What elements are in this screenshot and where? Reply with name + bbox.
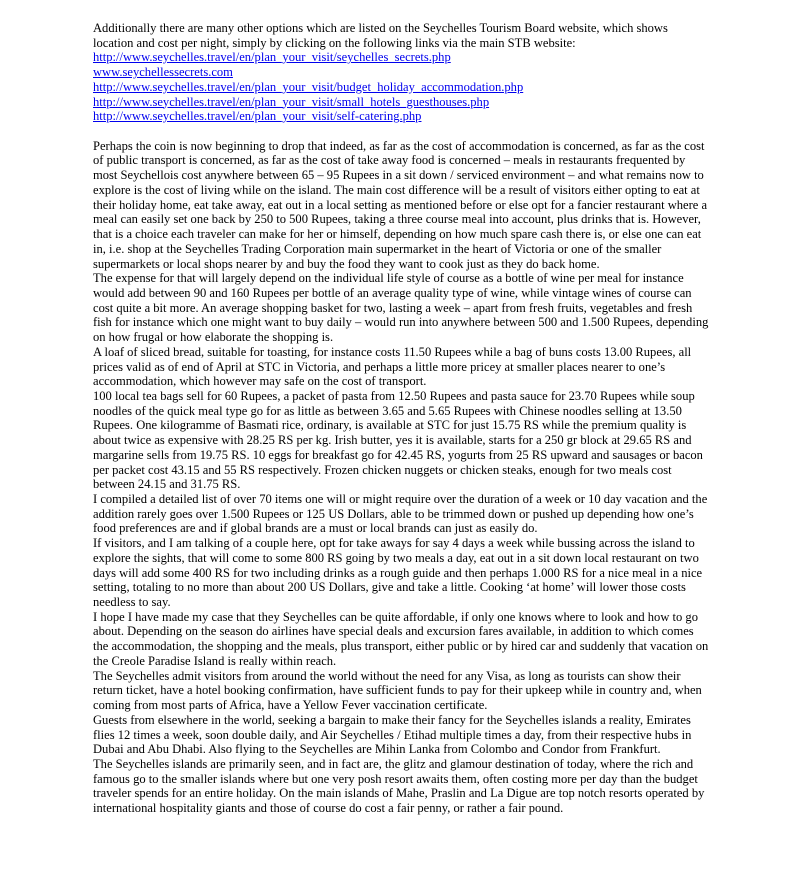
paragraph-wine-and-shopping: The expense for that will largely depend on the individual life style of course as a bottle of wine per meal for instance would add between 90 and 160 Rupees per bottle of an average quality type of wine, while vintage wines of course can cost quite a bit more. An average shopping basket for two, lasting a week – apart from fresh fruits, vegetables and fresh fish for instance which one might want to buy daily – would run into anywhere between 500 and 1.500 Rupees, depending on how frugal or how elaborate the shopping is. [93, 271, 709, 345]
paragraph-meal-budget: If visitors, and I am talking of a couple here, opt for take aways for say 4 days a week while bussing across the island to explore the sights, that will come to some 800 RS going by two meals a day, eat out in a sit down local restaurant on two days will add some 400 RS for two including drinks as a rough guide and then perhaps 1.000 RS for a nice meal in a nice setting, totaling to no more than about 200 US Dollars, give and take a little. Cooking ‘at home’ will lower those costs needless to say. [93, 536, 703, 610]
link-small-hotels-guesthouses[interactable]: http://www.seychelles.travel/en/plan_your_visit/small_hotels_guesthouses.php [93, 94, 490, 109]
paragraph-glitz-glamour: The Seychelles islands are primarily seen, and in fact are, the glitz and glamour destination of today, where the rich and famous go to the smaller islands where but one very posh resort awaits them, often costing more per day than the budget traveler spends for an entire holiday. On the main islands of Mahe, Praslin and La Digue are top notch resorts operated by international hospitality giants and those of course do cost a fair penny, or rather a fair pound. [93, 756, 705, 816]
paragraph-visa: The Seychelles admit visitors from around the world without the need for any Visa, as long as tourists can show their return ticket, have a hotel booking confirmation, have sufficient funds to pay for their upkeep while in country and, when coming from most parts of Africa, have a Yellow Fever vaccination certificate. [93, 668, 702, 713]
paragraph-bread-prices: A loaf of sliced bread, suitable for toasting, for instance costs 11.50 Rupees while a bag of buns costs 13.00 Rupees, all prices valid as of end of April at STC in Victoria, and perhaps a little more pricey at smaller places nearer to one’s accommodation, which however may safe on the cost of transport. [93, 344, 692, 389]
paragraph-grocery-prices: 100 local tea bags sell for 60 Rupees, a packet of pasta from 12.50 Rupees and pasta sauce for 23.70 Rupees while soup noodles of the quick meal type go for as little as between 3.65 and 5.65 Rupees with Chinese noodles selling at 13.50 Rupees. One kilogramme of Basmati rice, ordinary, is available at STC for just 15.75 RS while the premium quality is about twice as expensive with 28.25 RS per kg. Irish butter, yes it is available, starts for a 250 gr block at 29.65 RS and margarine sells from 19.75 RS. 10 eggs for breakfast go for 42.45 RS, yogurts from 25 RS upward and sausages or bacon per packet cost 43.15 and 55 RS respectively. Frozen chicken nuggets or chicken steaks, enough for two meals cost between 24.15 and 31.75 RS. [93, 388, 703, 492]
link-self-catering[interactable]: http://www.seychelles.travel/en/plan_your_visit/self-catering.php [93, 109, 422, 124]
paragraph-cost-of-living: Perhaps the coin is now beginning to drop that indeed, as far as the cost of accommodation is concerned, as far as the cost of public transport is concerned, as far as the cost of take away food is concerned – meals in restaurants frequented by most Seychellois cost anywhere between 65 – 95 Rupees in a sit down / serviced environment – and what remains now to explore is the cost of living while on the island. The main cost difference will be a result of visitors either opting to eat at their holiday home, eat take away, eat out in a local setting as mentioned before or else opt for a fancier restaurant where a meal can easily set one back by 250 to 500 Rupees, taking a three course meal into account, plus drinks that is. However, that is a choice each traveler can make for her or himself, depending on how much spare cash there is, or else one can eat in, i.e. shop at the Seychelles Trading Corporation main supermarket in the heart of Victoria or one of the smaller supermarkets or local shops nearer by and buy the food they want to cook just as they do back home. [93, 138, 708, 271]
paragraph-affordability: I hope I have made my case that they Seychelles can be quite affordable, if only one knows where to look and how to go about. Depending on the season do airlines have special deals and excursion fares available, in addition to which comes the accommodation, the shopping and the meals, plus transport, either public or by hired car and suddenly that vacation on the Creole Paradise Island is really within reach. [93, 609, 709, 668]
link-budget-holiday-accommodation[interactable]: http://www.seychelles.travel/en/plan_your_visit/budget_holiday_accommodation.php [93, 79, 524, 94]
paragraph-flights: Guests from elsewhere in the world, seeking a bargain to make their fancy for the Seychelles islands a reality, Emirates flies 12 times a week, soon double daily, and Air Seychelles / Etihad multiple times a day, from their respective hubs in Dubai and Abu Dhabi. Also flying to the Seychelles are Mihin Lanka from Colombo and Condor from Frankfurt. [93, 712, 692, 757]
link-seychelles-secrets[interactable]: http://www.seychelles.travel/en/plan_your_visit/seychelles_secrets.php [93, 50, 451, 65]
document-page [93, 21, 710, 816]
paragraph-item-list: I compiled a detailed list of over 70 items one will or might require over the duration of a week or 10 day vacation and the addition rarely goes over 1.500 Rupees or 125 US Dollars, able to be trimmed down or pushed up depending how one’s food preferences are and if global brands are a must or local brands can just as easily do. [93, 492, 708, 536]
intro-paragraph: Additionally there are many other options which are listed on the Seychelles Tourism Board website, which shows location and cost per night, simply by clicking on the following links via the main STB website: [93, 21, 668, 50]
link-list [93, 50, 710, 124]
paragraph-gap [93, 124, 710, 139]
link-seychellessecrets-com[interactable]: www.seychellessecrets.com [93, 65, 233, 80]
